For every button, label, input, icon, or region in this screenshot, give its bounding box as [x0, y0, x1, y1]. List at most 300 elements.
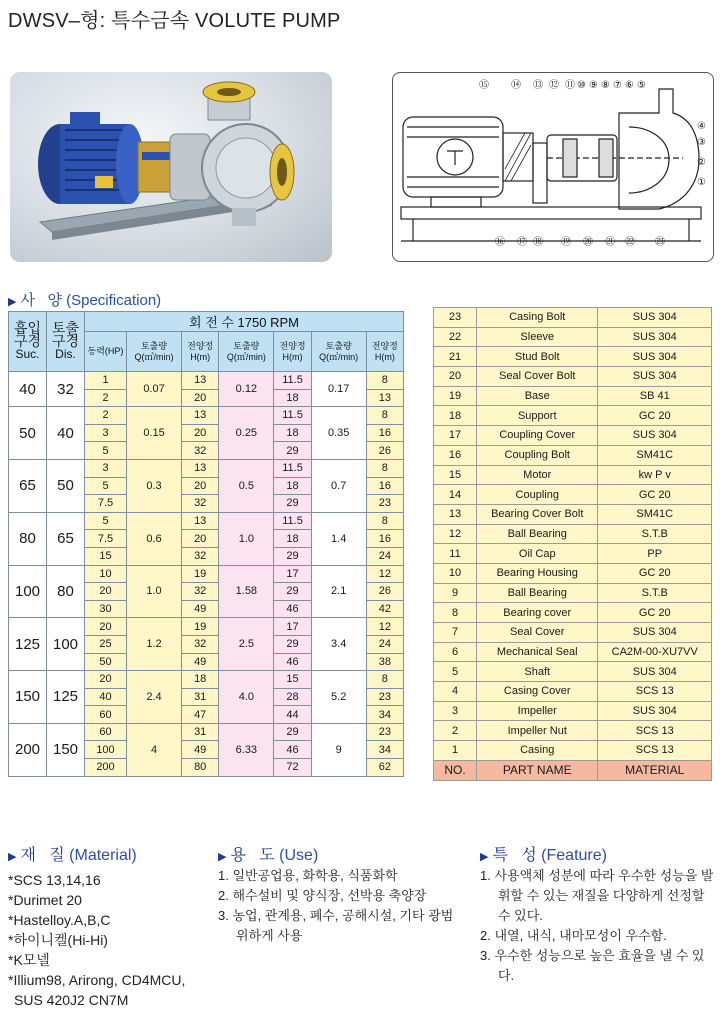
head-value-2: 29 — [274, 583, 311, 601]
flow-value-2: 1.58 — [219, 565, 274, 618]
part-name: Bearing Cover Bolt — [477, 504, 598, 524]
col-head-1: 전양정 H(m) — [182, 332, 219, 372]
material-item: *SCS 13,14,16 — [8, 872, 101, 888]
spec-row — [9, 565, 404, 583]
part-name: Ball Bearing — [477, 583, 598, 603]
parts-row — [434, 465, 712, 485]
head-value-2: 29 — [274, 723, 311, 741]
diagram-label-18: ⑱ — [533, 237, 543, 248]
diagram-label-12: ⑫ — [549, 80, 559, 91]
header-part-name: PART NAME — [477, 760, 598, 780]
part-number: 20 — [434, 367, 477, 387]
parts-row — [434, 701, 712, 721]
power-value: 30 — [85, 600, 127, 618]
part-name: Sleeve — [477, 327, 598, 347]
head-value-1: 32 — [182, 442, 219, 460]
discharge-size: 125 — [47, 671, 85, 724]
spec-heading — [8, 289, 161, 310]
head-value-3: 42 — [366, 600, 403, 618]
flow-value-2: 4.0 — [219, 671, 274, 724]
diagram-label-23: ㉓ — [655, 237, 665, 248]
head-value-1: 32 — [182, 583, 219, 601]
head-value-1: 18 — [182, 671, 219, 689]
part-number: 10 — [434, 563, 477, 583]
col-discharge: 토출 구경 Dis. — [47, 312, 85, 372]
head-value-3: 26 — [366, 583, 403, 601]
part-material: S.T.B — [598, 583, 712, 603]
col-power: 동력(HP) — [85, 332, 127, 372]
col-head-2: 전양정 H(m) — [274, 332, 311, 372]
spec-table-body — [9, 372, 404, 777]
pump-cross-section-icon — [393, 73, 714, 262]
head-value-1: 32 — [182, 495, 219, 513]
part-number: 9 — [434, 583, 477, 603]
head-value-2: 11.5 — [274, 372, 311, 390]
head-value-2: 72 — [274, 759, 311, 777]
part-name: Mechanical Seal — [477, 642, 598, 662]
flow-value-3: 3.4 — [311, 618, 366, 671]
flow-value-2: 0.5 — [219, 459, 274, 512]
parts-row — [434, 563, 712, 583]
diagram-label-19: ⑲ — [561, 237, 571, 248]
suction-size: 100 — [9, 565, 47, 618]
part-number: 11 — [434, 544, 477, 564]
header-no: NO. — [434, 760, 477, 780]
diagram-label-13: ⑬ — [533, 80, 543, 91]
flow-value-1: 0.15 — [127, 407, 182, 460]
power-value: 2 — [85, 389, 127, 407]
flow-value-1: 1.0 — [127, 565, 182, 618]
power-value: 3 — [85, 459, 127, 477]
power-value: 10 — [85, 565, 127, 583]
part-name: Shaft — [477, 662, 598, 682]
suction-size: 50 — [9, 407, 47, 460]
parts-row — [434, 524, 712, 544]
head-value-3: 16 — [366, 530, 403, 548]
head-value-3: 34 — [366, 741, 403, 759]
part-material: kw P v — [598, 465, 712, 485]
power-value: 100 — [85, 741, 127, 759]
pump-photo-icon — [10, 72, 332, 262]
feature-heading — [480, 842, 607, 865]
head-value-2: 29 — [274, 635, 311, 653]
part-material: PP — [598, 544, 712, 564]
part-name: Motor — [477, 465, 598, 485]
material-item: *하이니켈(Hi-Hi) — [8, 932, 108, 948]
head-value-1: 49 — [182, 653, 219, 671]
part-name: Casing Bolt — [477, 308, 598, 328]
part-name: Coupling Cover — [477, 426, 598, 446]
part-name: Casing Cover — [477, 682, 598, 702]
head-value-1: 20 — [182, 424, 219, 442]
flow-value-2: 2.5 — [219, 618, 274, 671]
diagram-label-7: ⑦ — [613, 80, 622, 91]
use-item: 3. 농업, 관계용, 폐수, 공해시설, 기타 광범 — [218, 908, 454, 923]
head-value-3: 23 — [366, 723, 403, 741]
diagram-label-5: ⑤ — [637, 80, 646, 91]
power-value: 15 — [85, 547, 127, 565]
feature-list — [480, 866, 713, 986]
part-name: Impeller — [477, 701, 598, 721]
parts-row — [434, 406, 712, 426]
diagram-label-20: ⑳ — [583, 237, 593, 248]
head-value-1: 31 — [182, 688, 219, 706]
part-name: Seal Cover — [477, 623, 598, 643]
spec-row — [9, 512, 404, 530]
flow-value-2: 1.0 — [219, 512, 274, 565]
head-value-2: 29 — [274, 495, 311, 513]
discharge-size: 100 — [47, 618, 85, 671]
head-value-3: 12 — [366, 565, 403, 583]
suction-size: 80 — [9, 512, 47, 565]
flow-value-1: 2.4 — [127, 671, 182, 724]
head-value-2: 11.5 — [274, 407, 311, 425]
material-item: SUS 420J2 CN7M — [14, 992, 129, 1008]
part-number: 18 — [434, 406, 477, 426]
flow-value-3: 1.4 — [311, 512, 366, 565]
spec-row — [9, 723, 404, 741]
head-value-3: 24 — [366, 547, 403, 565]
flow-value-3: 0.35 — [311, 407, 366, 460]
power-value: 60 — [85, 723, 127, 741]
spec-row — [9, 372, 404, 390]
head-value-3: 8 — [366, 671, 403, 689]
spec-row — [9, 407, 404, 425]
part-material: SCS 13 — [598, 721, 712, 741]
power-value: 7.5 — [85, 530, 127, 548]
part-name: Seal Cover Bolt — [477, 367, 598, 387]
head-value-1: 13 — [182, 372, 219, 390]
discharge-size: 150 — [47, 723, 85, 776]
head-value-2: 28 — [274, 688, 311, 706]
flow-value-3: 5.2 — [311, 671, 366, 724]
diagram-label-21: ㉑ — [605, 237, 615, 248]
part-number: 13 — [434, 504, 477, 524]
discharge-size: 32 — [47, 372, 85, 407]
part-name: Support — [477, 406, 598, 426]
part-name: Oil Cap — [477, 544, 598, 564]
part-material: SUS 304 — [598, 701, 712, 721]
part-material: SM41C — [598, 504, 712, 524]
parts-row — [434, 327, 712, 347]
head-value-2: 18 — [274, 477, 311, 495]
head-value-2: 15 — [274, 671, 311, 689]
parts-row — [434, 642, 712, 662]
use-heading-ko: 용 도 — [230, 847, 275, 864]
parts-row — [434, 485, 712, 505]
diagram-label-16: ⑯ — [495, 237, 505, 248]
head-value-1: 19 — [182, 618, 219, 636]
head-value-1: 31 — [182, 723, 219, 741]
head-value-2: 18 — [274, 530, 311, 548]
head-value-2: 46 — [274, 600, 311, 618]
spec-row — [9, 671, 404, 689]
parts-row — [434, 386, 712, 406]
part-material: SUS 304 — [598, 327, 712, 347]
diagram-label-22: ㉒ — [625, 237, 635, 248]
discharge-size: 50 — [47, 459, 85, 512]
feature-heading-ko: 특 성 — [492, 847, 537, 864]
parts-row — [434, 623, 712, 643]
part-material: GC 20 — [598, 603, 712, 623]
col-flow-1: 토출량 Q(㎥/min) — [127, 332, 182, 372]
part-material: SM41C — [598, 445, 712, 465]
part-number: 17 — [434, 426, 477, 446]
diagram-label-4: ④ — [697, 121, 706, 132]
material-item: *K모넬 — [8, 952, 50, 968]
col-flow-3: 토출량 Q(㎥/min) — [311, 332, 366, 372]
part-number: 1 — [434, 741, 477, 761]
head-value-2: 17 — [274, 565, 311, 583]
power-value: 50 — [85, 653, 127, 671]
parts-row — [434, 445, 712, 465]
part-number: 3 — [434, 701, 477, 721]
parts-row — [434, 721, 712, 741]
part-number: 8 — [434, 603, 477, 623]
use-list — [218, 866, 453, 946]
parts-row — [434, 583, 712, 603]
part-number: 2 — [434, 721, 477, 741]
suction-size: 65 — [9, 459, 47, 512]
diagram-label-9: ⑨ — [589, 80, 598, 91]
spec-heading-en: (Specification) — [66, 292, 162, 309]
head-value-2: 44 — [274, 706, 311, 724]
material-heading — [8, 842, 137, 865]
part-material: SUS 304 — [598, 367, 712, 387]
head-value-1: 20 — [182, 389, 219, 407]
parts-row — [434, 504, 712, 524]
head-value-2: 29 — [274, 442, 311, 460]
parts-row — [434, 308, 712, 328]
head-value-1: 32 — [182, 547, 219, 565]
head-value-3: 8 — [366, 372, 403, 390]
part-number: 12 — [434, 524, 477, 544]
head-value-1: 80 — [182, 759, 219, 777]
diagram-label-2: ② — [697, 157, 706, 168]
parts-row — [434, 662, 712, 682]
power-value: 60 — [85, 706, 127, 724]
head-value-1: 49 — [182, 741, 219, 759]
diagram-label-14: ⑭ — [511, 80, 521, 91]
head-value-3: 8 — [366, 407, 403, 425]
part-number: 23 — [434, 308, 477, 328]
feature-item: 1. 사용액체 성분에 따라 우수한 성능을 발 — [480, 868, 714, 883]
power-value: 40 — [85, 688, 127, 706]
parts-row — [434, 682, 712, 702]
power-value: 2 — [85, 407, 127, 425]
power-value: 5 — [85, 512, 127, 530]
part-number: 4 — [434, 682, 477, 702]
head-value-3: 23 — [366, 688, 403, 706]
part-name: Coupling Bolt — [477, 445, 598, 465]
head-value-1: 13 — [182, 459, 219, 477]
head-value-1: 20 — [182, 530, 219, 548]
head-value-3: 16 — [366, 424, 403, 442]
use-item: 1. 일반공업용, 화학용, 식품화학 — [218, 868, 398, 883]
material-list — [8, 870, 185, 1010]
power-value: 1 — [85, 372, 127, 390]
head-value-2: 11.5 — [274, 512, 311, 530]
diagram-label-6: ⑥ — [625, 80, 634, 91]
flow-value-3: 0.7 — [311, 459, 366, 512]
power-value: 5 — [85, 442, 127, 460]
diagram-label-15: ⑮ — [479, 80, 489, 91]
head-value-3: 23 — [366, 495, 403, 513]
part-number: 7 — [434, 623, 477, 643]
head-value-3: 62 — [366, 759, 403, 777]
head-value-1: 13 — [182, 407, 219, 425]
part-name: Coupling — [477, 485, 598, 505]
part-name: Impeller Nut — [477, 721, 598, 741]
diagram-label-10: ⑩ — [577, 80, 586, 91]
suction-size: 40 — [9, 372, 47, 407]
flow-value-2: 0.12 — [219, 372, 274, 407]
material-item: *Durimet 20 — [8, 892, 82, 908]
feature-item: 다. — [498, 968, 515, 983]
part-material: SCS 13 — [598, 682, 712, 702]
material-item: *Illium98, Arirong, CD4MCU, — [8, 972, 186, 988]
flow-value-1: 4 — [127, 723, 182, 776]
head-value-3: 13 — [366, 389, 403, 407]
rpm-header: 회 전 수 1750 RPM — [85, 312, 404, 332]
power-value: 20 — [85, 583, 127, 601]
part-material: GC 20 — [598, 406, 712, 426]
use-item: 위하게 사용 — [236, 928, 303, 943]
part-number: 21 — [434, 347, 477, 367]
triangle-bullet-icon: ▶ — [8, 296, 17, 308]
diagram-label-3: ③ — [697, 137, 706, 148]
discharge-size: 65 — [47, 512, 85, 565]
flow-value-3: 0.17 — [311, 372, 366, 407]
head-value-3: 34 — [366, 706, 403, 724]
part-name: Stud Bolt — [477, 347, 598, 367]
discharge-size: 80 — [47, 565, 85, 618]
part-name: Ball Bearing — [477, 524, 598, 544]
parts-table — [433, 307, 712, 781]
head-value-2: 29 — [274, 547, 311, 565]
part-name: Bearing Housing — [477, 563, 598, 583]
triangle-bullet-icon: ▶ — [8, 851, 17, 863]
feature-item: 휘할 수 있는 재질을 다양하게 선정할 — [498, 888, 705, 903]
head-value-3: 16 — [366, 477, 403, 495]
power-value: 3 — [85, 424, 127, 442]
flow-value-2: 0.25 — [219, 407, 274, 460]
head-value-3: 8 — [366, 512, 403, 530]
header-material: MATERIAL — [598, 760, 712, 780]
head-value-1: 13 — [182, 512, 219, 530]
parts-row — [434, 603, 712, 623]
spec-row — [9, 459, 404, 477]
col-head-3: 전양정 H(m) — [366, 332, 403, 372]
parts-row — [434, 347, 712, 367]
diagram-label-11: ⑪ — [565, 80, 575, 91]
head-value-3: 8 — [366, 459, 403, 477]
diagram-label-1: ① — [697, 177, 706, 188]
part-material: S.T.B — [598, 524, 712, 544]
head-value-2: 17 — [274, 618, 311, 636]
feature-item: 수 있다. — [498, 908, 543, 923]
flow-value-3: 9 — [311, 723, 366, 776]
parts-header-row — [434, 760, 712, 780]
use-item: 2. 해수설비 및 양식장, 선박용 축양장 — [218, 888, 427, 903]
triangle-bullet-icon: ▶ — [218, 851, 227, 863]
part-number: 19 — [434, 386, 477, 406]
part-name: Base — [477, 386, 598, 406]
power-value: 20 — [85, 671, 127, 689]
flow-value-1: 0.3 — [127, 459, 182, 512]
page-title: DWSV–형: 특수금속 VOLUTE PUMP — [8, 10, 341, 32]
head-value-1: 32 — [182, 635, 219, 653]
part-material: SUS 304 — [598, 426, 712, 446]
power-value: 20 — [85, 618, 127, 636]
part-material: SCS 13 — [598, 741, 712, 761]
pump-photo — [10, 72, 332, 262]
power-value: 25 — [85, 635, 127, 653]
part-name: Casing — [477, 741, 598, 761]
head-value-2: 18 — [274, 389, 311, 407]
head-value-2: 11.5 — [274, 459, 311, 477]
parts-row — [434, 741, 712, 761]
part-material: SUS 304 — [598, 308, 712, 328]
feature-item: 3. 우수한 성능으로 높은 효율을 낼 수 있 — [480, 948, 705, 963]
feature-item: 2. 내열, 내식, 내마모성이 우수함. — [480, 928, 667, 943]
part-material: GC 20 — [598, 485, 712, 505]
parts-table-body — [434, 308, 712, 781]
head-value-3: 38 — [366, 653, 403, 671]
diagram-label-8: ⑧ — [601, 80, 610, 91]
flow-value-1: 1.2 — [127, 618, 182, 671]
parts-row — [434, 426, 712, 446]
head-value-1: 20 — [182, 477, 219, 495]
head-value-3: 26 — [366, 442, 403, 460]
power-value: 5 — [85, 477, 127, 495]
part-material: SUS 304 — [598, 623, 712, 643]
suction-size: 125 — [9, 618, 47, 671]
part-material: SUS 304 — [598, 347, 712, 367]
col-suction: 흡입 구경 Suc. — [9, 312, 47, 372]
part-material: GC 20 — [598, 563, 712, 583]
head-value-2: 46 — [274, 653, 311, 671]
spec-heading-ko: 사 양 — [20, 292, 62, 309]
head-value-2: 18 — [274, 424, 311, 442]
part-material: SB 41 — [598, 386, 712, 406]
spec-row — [9, 618, 404, 636]
material-heading-ko: 재 질 — [20, 847, 65, 864]
use-heading-en: (Use) — [279, 847, 319, 864]
part-number: 22 — [434, 327, 477, 347]
part-number: 15 — [434, 465, 477, 485]
suction-size: 200 — [9, 723, 47, 776]
flow-value-1: 0.6 — [127, 512, 182, 565]
part-material: SUS 304 — [598, 662, 712, 682]
part-number: 14 — [434, 485, 477, 505]
part-number: 5 — [434, 662, 477, 682]
flow-value-3: 2.1 — [311, 565, 366, 618]
head-value-1: 19 — [182, 565, 219, 583]
use-heading — [218, 842, 318, 865]
part-material: CA2M-00-XU7VV — [598, 642, 712, 662]
head-value-3: 24 — [366, 635, 403, 653]
triangle-bullet-icon: ▶ — [480, 851, 489, 863]
parts-row — [434, 367, 712, 387]
material-item: *Hastelloy.A,B,C — [8, 912, 111, 928]
flow-value-2: 6.33 — [219, 723, 274, 776]
discharge-size: 40 — [47, 407, 85, 460]
suction-size: 150 — [9, 671, 47, 724]
spec-table — [8, 311, 404, 777]
diagram-label-17: ⑰ — [517, 237, 527, 248]
parts-row — [434, 544, 712, 564]
